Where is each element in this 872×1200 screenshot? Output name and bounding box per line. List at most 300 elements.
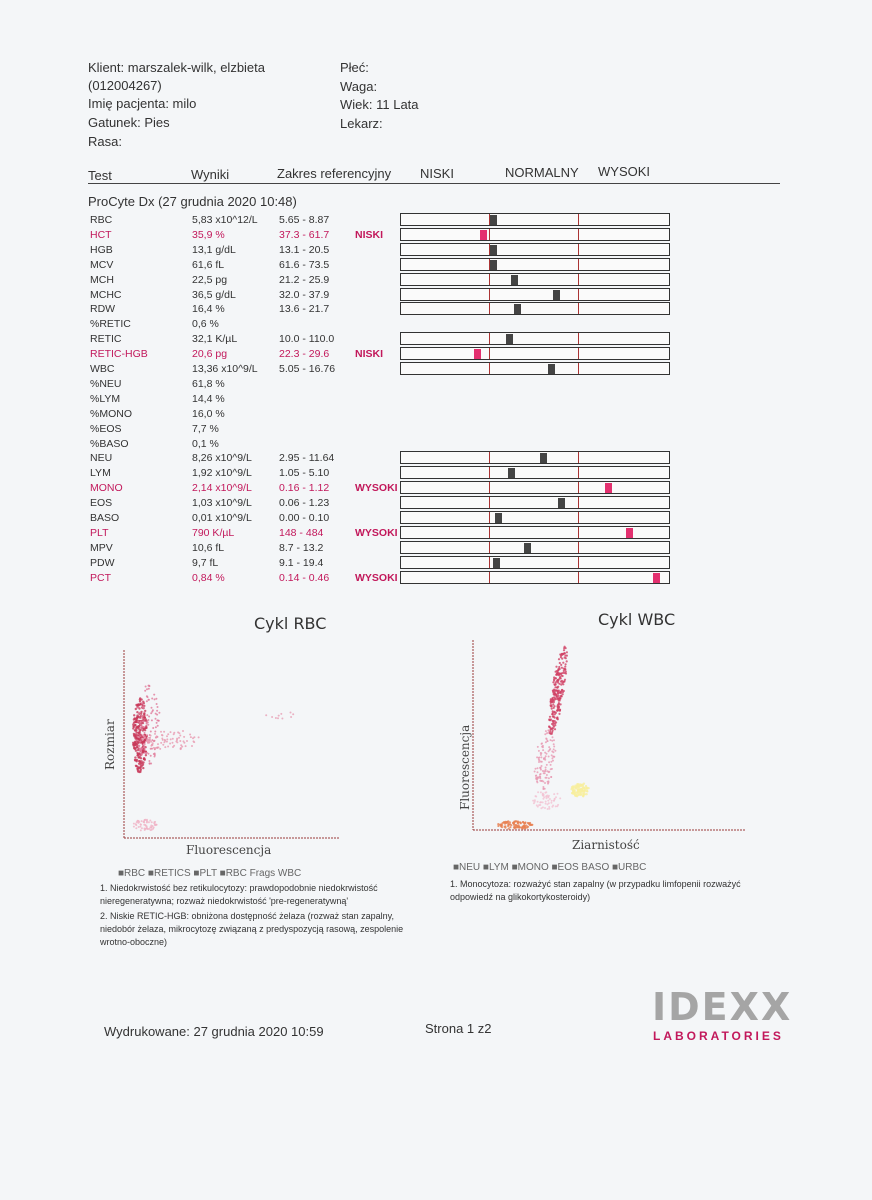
scatter-point — [553, 705, 555, 707]
scatter-point — [166, 738, 168, 740]
scatter-point — [140, 725, 142, 727]
scatter-point — [153, 747, 155, 749]
scatter-point — [151, 698, 153, 700]
scatter-point — [139, 729, 141, 731]
scatter-point — [504, 821, 506, 823]
row-test-name: EOS — [90, 497, 113, 509]
scatter-point — [154, 698, 156, 700]
row-test-name: %BASO — [90, 438, 129, 450]
scatter-point — [552, 720, 554, 722]
scatter-point — [540, 807, 542, 809]
scatter-point — [553, 743, 555, 745]
scatter-point — [540, 752, 542, 754]
scatter-point — [544, 807, 546, 809]
scatter-point — [547, 740, 549, 742]
scatter-point — [537, 746, 539, 748]
scatter-point — [560, 695, 562, 697]
scatter-point — [179, 735, 181, 737]
scatter-point — [134, 744, 136, 746]
scatter-point — [265, 714, 267, 716]
scatter-point — [180, 748, 182, 750]
row-reference-range: 5.05 - 16.76 — [279, 363, 336, 375]
scatter-point — [554, 750, 556, 752]
scatter-point — [544, 757, 546, 759]
scatter-point — [538, 761, 540, 763]
scatter-point — [141, 748, 143, 750]
scatter-point — [183, 736, 185, 738]
scatter-point — [142, 717, 144, 719]
range-bar — [400, 213, 670, 226]
scatter-point — [136, 768, 138, 770]
page-number: Strona 1 z2 — [425, 1021, 492, 1036]
scatter-point — [150, 741, 152, 743]
scatter-point — [558, 713, 560, 715]
scatter-point — [550, 802, 552, 804]
rbc-scatter-plot — [100, 635, 350, 860]
scatter-point — [558, 703, 560, 705]
scatter-point — [143, 735, 145, 737]
row-reference-range: 32.0 - 37.9 — [279, 289, 330, 301]
row-test-name: BASO — [90, 512, 120, 524]
scatter-point — [140, 823, 142, 825]
row-test-name: WBC — [90, 363, 115, 375]
range-marker — [626, 528, 633, 538]
scatter-point — [554, 677, 556, 679]
scatter-point — [517, 820, 519, 822]
row-test-name: RETIC-HGB — [90, 348, 148, 360]
scatter-point — [513, 822, 515, 824]
row-reference-range: 37.3 - 61.7 — [279, 229, 330, 241]
scatter-point — [150, 712, 152, 714]
scatter-point — [548, 771, 550, 773]
scatter-point — [290, 716, 292, 718]
row-result-value: 32,1 K/µL — [192, 333, 238, 345]
row-flag: WYSOKI — [355, 527, 398, 539]
scatter-point — [154, 821, 156, 823]
range-bar — [400, 466, 670, 479]
scatter-point — [551, 733, 553, 735]
row-test-name: PDW — [90, 557, 115, 569]
row-reference-range: 0.16 - 1.12 — [279, 482, 330, 494]
scatter-point — [193, 740, 195, 742]
scatter-point — [552, 697, 554, 699]
scatter-point — [142, 764, 144, 766]
row-test-name: LYM — [90, 467, 111, 479]
range-bar — [400, 511, 670, 524]
scatter-point — [527, 822, 529, 824]
scatter-point — [557, 686, 559, 688]
scatter-point — [191, 745, 193, 747]
client-name: Klient: marszalek-wilk, elzbieta — [88, 60, 266, 75]
row-test-name: RDW — [90, 303, 116, 315]
scatter-point — [183, 740, 185, 742]
scatter-point — [546, 797, 548, 799]
row-result-value: 2,14 x10^9/L — [192, 482, 252, 494]
row-reference-range: 9.1 - 19.4 — [279, 557, 324, 569]
range-marker — [558, 498, 565, 508]
scatter-point — [290, 712, 292, 714]
scatter-point — [139, 760, 141, 762]
rbc-xlabel: Fluorescencja — [186, 843, 272, 857]
scatter-point — [546, 753, 548, 755]
scatter-point — [139, 712, 141, 714]
scatter-point — [161, 738, 163, 740]
scatter-point — [563, 690, 565, 692]
scatter-point — [523, 825, 525, 827]
row-test-name: RBC — [90, 214, 113, 226]
scatter-point — [154, 823, 156, 825]
scatter-point — [514, 826, 516, 828]
scatter-point — [137, 756, 139, 758]
range-divider — [578, 229, 579, 240]
row-reference-range: 2.95 - 11.64 — [279, 452, 335, 464]
range-divider — [489, 363, 490, 374]
col-high: WYSOKI — [598, 164, 651, 179]
scatter-point — [170, 738, 172, 740]
scatter-point — [545, 738, 547, 740]
scatter-point — [148, 742, 150, 744]
scatter-point — [573, 789, 575, 791]
row-reference-range: 0.06 - 1.23 — [279, 497, 330, 509]
scatter-point — [537, 801, 539, 803]
scatter-point — [178, 737, 180, 739]
row-result-value: 22,5 pg — [192, 274, 228, 286]
range-marker — [508, 468, 515, 478]
scatter-point — [548, 806, 550, 808]
range-divider — [578, 333, 579, 344]
scatter-point — [546, 774, 548, 776]
scatter-point — [552, 760, 554, 762]
row-flag: NISKI — [355, 348, 384, 360]
scatter-point — [137, 721, 139, 723]
scatter-point — [141, 754, 143, 756]
scatter-point — [142, 767, 144, 769]
scatter-point — [551, 768, 553, 770]
scatter-point — [170, 731, 172, 733]
scatter-point — [547, 800, 549, 802]
scatter-point — [139, 721, 141, 723]
scatter-point — [557, 681, 559, 683]
range-divider — [578, 542, 579, 553]
row-test-name: HCT — [90, 229, 112, 241]
scatter-point — [157, 706, 159, 708]
scatter-point — [152, 727, 154, 729]
scatter-point — [160, 742, 162, 744]
scatter-point — [143, 705, 145, 707]
range-divider — [578, 452, 579, 463]
row-test-name: %RETIC — [90, 318, 131, 330]
scatter-point — [509, 826, 511, 828]
scatter-point — [545, 801, 547, 803]
scatter-point — [555, 671, 557, 673]
scatter-point — [562, 672, 564, 674]
scatter-point — [559, 662, 561, 664]
scatter-point — [151, 821, 153, 823]
scatter-point — [179, 740, 181, 742]
row-test-name: PCT — [90, 572, 111, 584]
scatter-point — [138, 745, 140, 747]
scatter-point — [540, 756, 542, 758]
scatter-point — [172, 746, 174, 748]
scatter-point — [521, 827, 523, 829]
scatter-point — [555, 674, 557, 676]
range-divider — [489, 274, 490, 285]
scatter-point — [553, 739, 555, 741]
scatter-point — [139, 771, 141, 773]
scatter-point — [542, 794, 544, 796]
wbc-scatter-plot — [455, 630, 755, 840]
col-normal: NORMALNY — [505, 165, 579, 180]
scatter-point — [143, 713, 145, 715]
range-bar — [400, 258, 670, 271]
scatter-point — [136, 739, 138, 741]
scatter-point — [163, 731, 165, 733]
rbc-legend: ■RBC ■RETICS ■PLT ■RBC Frags WBC — [118, 868, 302, 879]
row-reference-range: 13.1 - 20.5 — [279, 244, 330, 256]
row-reference-range: 21.2 - 25.9 — [279, 274, 330, 286]
patient-sex: Płeć: — [340, 60, 369, 75]
row-result-value: 9,7 fL — [192, 557, 219, 569]
scatter-point — [134, 729, 136, 731]
scatter-point — [139, 717, 141, 719]
scatter-point — [538, 750, 540, 752]
scatter-point — [153, 740, 155, 742]
scatter-point — [151, 719, 153, 721]
scatter-point — [548, 730, 550, 732]
row-flag: WYSOKI — [355, 572, 398, 584]
scatter-point — [160, 731, 162, 733]
scatter-point — [557, 673, 559, 675]
scatter-point — [185, 745, 187, 747]
row-result-value: 16,0 % — [192, 408, 225, 420]
range-divider — [578, 244, 579, 255]
scatter-point — [157, 725, 159, 727]
scatter-point — [545, 803, 547, 805]
scatter-point — [552, 751, 554, 753]
row-reference-range: 61.6 - 73.5 — [279, 259, 330, 271]
scatter-point — [563, 680, 565, 682]
scatter-point — [554, 724, 556, 726]
scatter-point — [135, 824, 137, 826]
range-bar — [400, 571, 670, 584]
range-marker — [511, 275, 518, 285]
scatter-point — [145, 754, 147, 756]
scatter-point — [133, 823, 135, 825]
scatter-point — [551, 740, 553, 742]
scatter-point — [147, 721, 149, 723]
scatter-point — [540, 754, 542, 756]
scatter-point — [551, 754, 553, 756]
scatter-point — [155, 698, 157, 700]
client-id: (012004267) — [88, 78, 162, 93]
row-result-value: 5,83 x10^12/L — [192, 214, 258, 226]
scatter-point — [132, 727, 134, 729]
scatter-point — [563, 647, 565, 649]
scatter-point — [558, 706, 560, 708]
scatter-point — [548, 802, 550, 804]
scatter-point — [554, 686, 556, 688]
scatter-point — [553, 692, 555, 694]
scatter-point — [150, 825, 152, 827]
range-marker — [490, 260, 497, 270]
scatter-point — [144, 744, 146, 746]
range-divider — [489, 512, 490, 523]
scatter-point — [547, 781, 549, 783]
scatter-point — [140, 750, 142, 752]
scatter-point — [144, 819, 146, 821]
row-test-name: PLT — [90, 527, 109, 539]
scatter-point — [143, 726, 145, 728]
scatter-point — [178, 732, 180, 734]
scatter-point — [154, 756, 156, 758]
range-marker — [493, 558, 500, 568]
scatter-point — [137, 736, 139, 738]
scatter-point — [137, 707, 139, 709]
scatter-point — [144, 690, 146, 692]
scatter-point — [156, 735, 158, 737]
scatter-point — [137, 753, 139, 755]
patient-breed: Rasa: — [88, 134, 122, 149]
scatter-point — [136, 711, 138, 713]
scatter-point — [540, 791, 542, 793]
scatter-point — [548, 761, 550, 763]
scatter-point — [562, 662, 564, 664]
scatter-point — [543, 770, 545, 772]
scatter-point — [149, 820, 151, 822]
col-reference: Zakres referencyjny — [277, 166, 392, 181]
range-divider — [578, 348, 579, 359]
scatter-point — [515, 820, 517, 822]
scatter-point — [135, 726, 137, 728]
scatter-point — [135, 708, 137, 710]
range-divider — [578, 512, 579, 523]
row-reference-range: 10.0 - 110.0 — [279, 333, 335, 345]
scatter-point — [564, 655, 566, 657]
scatter-point — [587, 787, 589, 789]
range-divider — [489, 482, 490, 493]
scatter-point — [133, 826, 135, 828]
scatter-point — [520, 822, 522, 824]
row-result-value: 20,6 pg — [192, 348, 228, 360]
scatter-point — [525, 827, 527, 829]
scatter-point — [134, 717, 136, 719]
scatter-point — [547, 783, 549, 785]
scatter-point — [539, 776, 541, 778]
row-test-name: RETIC — [90, 333, 122, 345]
scatter-point — [540, 769, 542, 771]
scatter-point — [554, 698, 556, 700]
scatter-point — [150, 735, 152, 737]
scatter-point — [552, 703, 554, 705]
scatter-point — [549, 727, 551, 729]
row-result-value: 0,84 % — [192, 572, 225, 584]
scatter-point — [159, 748, 161, 750]
range-divider — [578, 363, 579, 374]
scatter-point — [508, 828, 510, 830]
scatter-point — [164, 746, 166, 748]
scatter-point — [176, 738, 178, 740]
row-result-value: 13,36 x10^9/L — [192, 363, 258, 375]
scatter-point — [542, 798, 544, 800]
scatter-point — [556, 717, 558, 719]
scatter-point — [566, 660, 568, 662]
scatter-point — [540, 767, 542, 769]
scatter-point — [541, 765, 543, 767]
scatter-point — [561, 653, 563, 655]
range-marker — [540, 453, 547, 463]
range-divider — [489, 303, 490, 314]
row-test-name: %MONO — [90, 408, 132, 420]
scatter-point — [134, 724, 136, 726]
scatter-point — [577, 784, 579, 786]
range-marker — [548, 364, 555, 374]
scatter-point — [157, 743, 159, 745]
scatter-point — [190, 736, 192, 738]
row-result-value: 36,5 g/dL — [192, 289, 236, 301]
scatter-point — [553, 683, 555, 685]
scatter-point — [137, 770, 139, 772]
row-reference-range: 8.7 - 13.2 — [279, 542, 324, 554]
scatter-point — [560, 677, 562, 679]
scatter-point — [139, 735, 141, 737]
scatter-point — [134, 748, 136, 750]
scatter-point — [541, 780, 543, 782]
scatter-point — [141, 827, 143, 829]
scatter-point — [563, 668, 565, 670]
scatter-point — [541, 743, 543, 745]
range-divider — [489, 527, 490, 538]
range-bar — [400, 556, 670, 569]
scatter-point — [148, 716, 150, 718]
scatter-point — [150, 731, 152, 733]
scatter-point — [563, 649, 565, 651]
row-test-name: NEU — [90, 452, 113, 464]
idexx-logo: IDEXX — [652, 985, 793, 1029]
scatter-point — [539, 777, 541, 779]
scatter-point — [549, 749, 551, 751]
scatter-point — [565, 657, 567, 659]
range-divider — [578, 572, 579, 583]
scatter-point — [152, 742, 154, 744]
scatter-point — [557, 793, 559, 795]
idexx-logo-sub: LABORATORIES — [653, 1029, 784, 1043]
rbc-ylabel: Rozmiar — [103, 719, 117, 770]
scatter-point — [551, 806, 553, 808]
scatter-point — [575, 794, 577, 796]
range-bar — [400, 496, 670, 509]
range-divider — [578, 259, 579, 270]
range-marker — [524, 543, 531, 553]
scatter-point — [133, 733, 135, 735]
range-divider — [578, 303, 579, 314]
row-result-value: 1,03 x10^9/L — [192, 497, 252, 509]
range-divider — [489, 348, 490, 359]
row-test-name: MCHC — [90, 289, 122, 301]
range-marker — [553, 290, 560, 300]
scatter-point — [156, 710, 158, 712]
scatter-point — [143, 707, 145, 709]
row-reference-range: 22.3 - 29.6 — [279, 348, 330, 360]
range-divider — [578, 557, 579, 568]
note-right-1: 1. Monocytoza: rozważyć stan zapalny (w przypadku limfopenii rozważyć odpowiedź na glikokortykosteroidy) — [450, 879, 741, 902]
scatter-point — [510, 824, 512, 826]
scatter-point — [529, 822, 531, 824]
scatter-point — [565, 663, 567, 665]
scatter-point — [548, 746, 550, 748]
row-result-value: 0,01 x10^9/L — [192, 512, 252, 524]
scatter-point — [560, 664, 562, 666]
scatter-point — [534, 771, 536, 773]
